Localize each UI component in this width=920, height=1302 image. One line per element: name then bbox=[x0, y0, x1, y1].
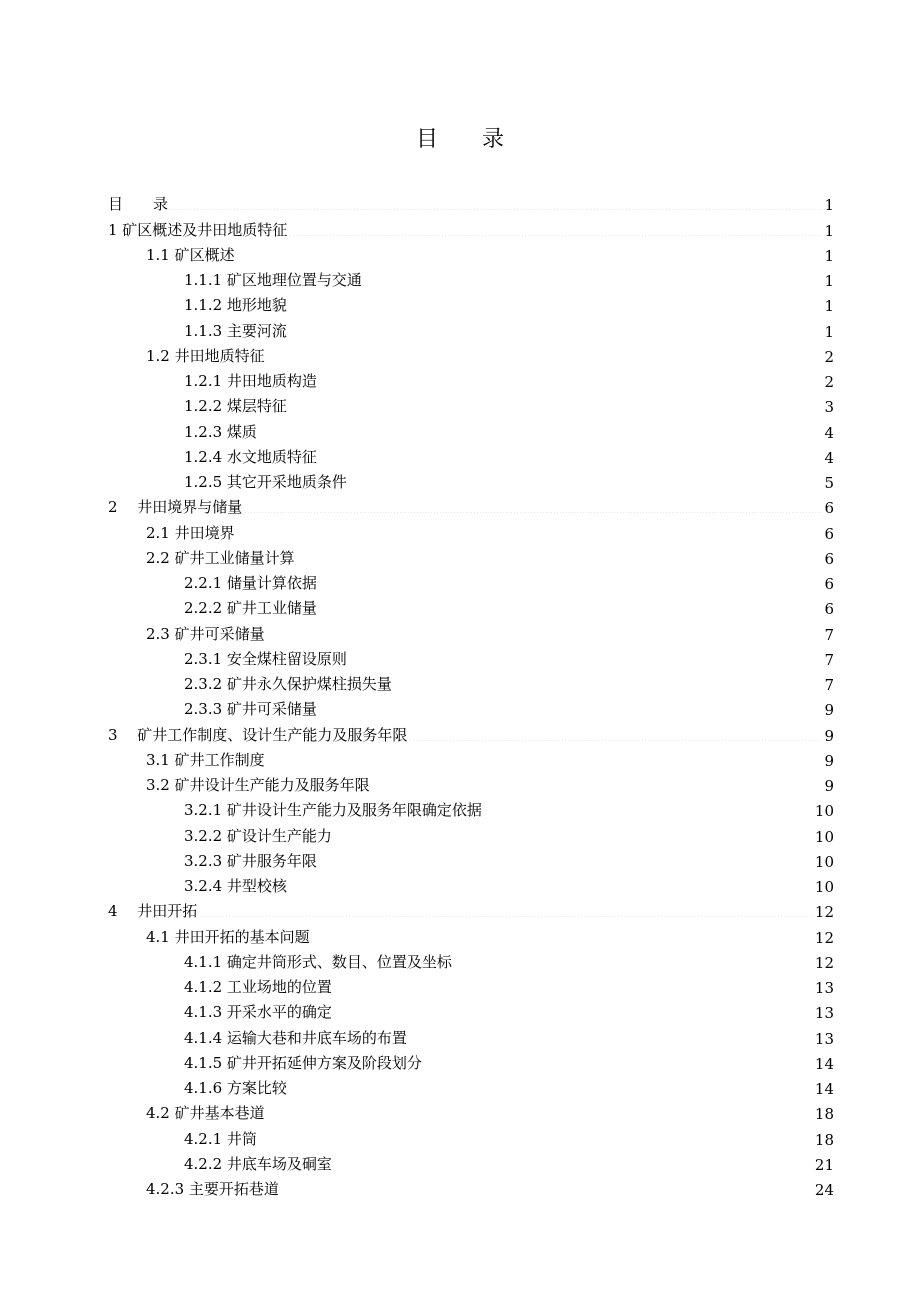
toc-dot-leader bbox=[259, 1135, 813, 1145]
toc-entry-label: 2.3.3 矿井可采储量 bbox=[184, 700, 317, 719]
toc-dot-leader bbox=[319, 857, 813, 867]
toc-dot-leader bbox=[267, 352, 823, 362]
toc-entry[interactable] bbox=[108, 1048, 834, 1073]
toc-dot-leader bbox=[319, 705, 823, 715]
toc-dot-leader bbox=[289, 402, 823, 412]
toc-entry-page-number: 14 bbox=[814, 1080, 834, 1098]
toc-entry-page-number: 6 bbox=[824, 600, 834, 619]
toc-dot-leader bbox=[334, 1008, 813, 1018]
toc-entry[interactable] bbox=[108, 745, 834, 770]
toc-dot-leader bbox=[289, 327, 823, 337]
toc-entry-page-number: 1 bbox=[824, 297, 834, 316]
toc-entry[interactable] bbox=[108, 871, 834, 896]
toc-entry-page-number: 9 bbox=[824, 751, 834, 770]
toc-entry-page-number: 1 bbox=[824, 221, 834, 240]
toc-entry-label: 1.2.2 煤层特征 bbox=[184, 397, 287, 416]
toc-entry-page-number: 10 bbox=[814, 802, 834, 821]
toc-entry-label: 1.1 矿区概述 bbox=[146, 245, 235, 264]
toc-entry-page-number: 9 bbox=[824, 701, 834, 720]
toc-entry[interactable] bbox=[108, 240, 834, 265]
toc-entry-label: 3.2.2 矿设计生产能力 bbox=[184, 826, 332, 845]
toc-entry-label: 4.1.3 开采水平的确定 bbox=[184, 1003, 332, 1022]
toc-dot-leader bbox=[394, 680, 823, 690]
toc-entry-page-number: 18 bbox=[814, 1130, 834, 1149]
toc-dot-leader bbox=[289, 226, 822, 236]
toc-dot-leader bbox=[319, 453, 823, 463]
toc-entry[interactable] bbox=[108, 644, 834, 669]
page-title: 目 录 bbox=[415, 127, 504, 152]
toc-entry[interactable] bbox=[108, 290, 834, 315]
toc-dot-leader bbox=[289, 1084, 813, 1094]
toc-dot-leader bbox=[334, 983, 813, 993]
toc-dot-leader bbox=[289, 882, 813, 892]
toc-dot-leader bbox=[267, 630, 823, 640]
toc-dot-leader bbox=[349, 478, 823, 488]
toc-entry-label: 1.2.1 井田地质构造 bbox=[184, 372, 317, 390]
toc-entry-page-number: 12 bbox=[814, 928, 834, 947]
toc-entry[interactable] bbox=[108, 972, 834, 997]
toc-dot-leader bbox=[334, 1160, 813, 1170]
toc-entry-label: 2 井田境界与储量 bbox=[108, 498, 243, 517]
toc-dot-leader bbox=[484, 806, 813, 816]
toc-entry[interactable] bbox=[108, 315, 834, 340]
toc-entry[interactable] bbox=[108, 1073, 834, 1098]
toc-entry[interactable] bbox=[108, 694, 834, 719]
toc-entry[interactable] bbox=[108, 1123, 834, 1148]
toc-entry[interactable] bbox=[108, 896, 834, 921]
toc-entry-label: 3.2.4 井型校核 bbox=[184, 877, 287, 895]
toc-entry-label: 1.2.4 水文地质特征 bbox=[184, 447, 317, 466]
toc-dot-leader bbox=[199, 907, 813, 917]
toc-entry-page-number: 4 bbox=[824, 423, 834, 442]
toc-entry-page-number: 1 bbox=[824, 246, 834, 265]
toc-dot-leader bbox=[319, 377, 823, 387]
toc-entry-page-number: 14 bbox=[814, 1054, 834, 1073]
toc-entry-label: 3.2.3 矿井服务年限 bbox=[184, 851, 317, 870]
toc-entry[interactable] bbox=[108, 391, 834, 416]
toc-entry-page-number: 6 bbox=[824, 524, 834, 543]
toc-entry-page-number: 1 bbox=[824, 322, 834, 341]
toc-entry-label: 2.2.1 储量计算依据 bbox=[184, 574, 317, 592]
toc-entry[interactable] bbox=[108, 593, 834, 618]
toc-dot-leader bbox=[170, 200, 822, 210]
table-of-contents bbox=[108, 189, 834, 1199]
toc-entry-page-number: 7 bbox=[824, 676, 834, 694]
toc-entry[interactable] bbox=[108, 341, 834, 366]
toc-entry-label: 目 录 bbox=[108, 195, 169, 214]
toc-entry-label: 2.3.1 安全煤柱留设原则 bbox=[184, 649, 347, 668]
toc-dot-leader bbox=[267, 756, 823, 766]
toc-entry-label: 3.2 矿井设计生产能力及服务年限 bbox=[146, 776, 370, 794]
toc-entry-label: 3 矿井工作制度、设计生产能力及服务年限 bbox=[108, 725, 408, 744]
toc-entry[interactable] bbox=[108, 719, 834, 744]
toc-entry-page-number: 4 bbox=[824, 448, 834, 467]
toc-entry-label: 2.1 井田境界 bbox=[146, 523, 235, 542]
toc-entry-page-number: 2 bbox=[824, 347, 834, 366]
toc-entry[interactable] bbox=[108, 366, 834, 391]
toc-entry-label: 1.2.5 其它开采地质条件 bbox=[184, 473, 347, 491]
toc-entry[interactable] bbox=[108, 543, 834, 568]
toc-entry[interactable] bbox=[108, 214, 834, 239]
toc-entry-page-number: 6 bbox=[824, 499, 834, 518]
toc-entry-label: 1.1.1 矿区地理位置与交通 bbox=[184, 271, 362, 289]
toc-dot-leader bbox=[364, 276, 823, 286]
toc-entry-label: 2.2 矿井工业储量计算 bbox=[146, 548, 295, 567]
toc-entry-page-number: 9 bbox=[824, 726, 834, 745]
toc-dot-leader bbox=[237, 251, 823, 261]
toc-entry-label: 4.2.2 井底车场及硐室 bbox=[184, 1154, 332, 1173]
toc-entry-label: 3.1 矿井工作制度 bbox=[146, 750, 265, 769]
toc-entry-label: 1.1.2 地形地貌 bbox=[184, 296, 287, 315]
toc-entry[interactable] bbox=[108, 467, 834, 492]
toc-dot-leader bbox=[259, 428, 823, 438]
toc-entry-page-number: 18 bbox=[814, 1105, 834, 1124]
toc-entry[interactable] bbox=[108, 1098, 834, 1123]
toc-dot-leader bbox=[334, 832, 813, 842]
toc-entry-label: 1.1.3 主要河流 bbox=[184, 321, 287, 340]
toc-dot-leader bbox=[312, 933, 813, 943]
toc-entry-page-number: 10 bbox=[814, 852, 834, 871]
toc-dot-leader bbox=[237, 529, 823, 539]
toc-dot-leader bbox=[319, 579, 823, 589]
toc-entry-page-number: 5 bbox=[824, 474, 834, 492]
toc-entry-page-number: 7 bbox=[824, 650, 834, 669]
toc-entry[interactable] bbox=[108, 416, 834, 441]
toc-entry-page-number: 7 bbox=[824, 625, 834, 644]
toc-entry-page-number: 13 bbox=[814, 979, 834, 997]
toc-entry-label: 2.2.2 矿井工业储量 bbox=[184, 599, 317, 618]
toc-entry[interactable] bbox=[108, 1022, 834, 1047]
toc-entry-page-number: 10 bbox=[814, 878, 834, 896]
toc-dot-leader bbox=[372, 781, 823, 791]
toc-entry-page-number: 1 bbox=[824, 272, 834, 290]
toc-entry-page-number: 6 bbox=[824, 575, 834, 593]
toc-entry-label: 3.2.1 矿井设计生产能力及服务年限确定依据 bbox=[184, 801, 482, 820]
toc-entry-page-number: 10 bbox=[814, 827, 834, 846]
toc-entry[interactable] bbox=[108, 442, 834, 467]
toc-dot-leader bbox=[454, 958, 813, 968]
toc-dot-leader bbox=[409, 1034, 813, 1044]
toc-entry[interactable] bbox=[108, 568, 834, 593]
toc-entry-label: 4.1 井田开拓的基本问题 bbox=[146, 927, 310, 946]
toc-entry[interactable] bbox=[108, 265, 834, 290]
toc-entry-label: 4.1.2 工业场地的位置 bbox=[184, 978, 332, 996]
toc-entry-page-number: 1 bbox=[824, 196, 834, 215]
toc-entry-label: 4.2 矿井基本巷道 bbox=[146, 1104, 265, 1123]
toc-entry-page-number: 21 bbox=[814, 1155, 834, 1174]
toc-dot-leader bbox=[409, 731, 822, 741]
toc-entry[interactable] bbox=[108, 770, 834, 795]
toc-dot-leader bbox=[349, 655, 823, 665]
toc-entry-page-number: 13 bbox=[814, 1029, 834, 1048]
toc-entry-page-number: 13 bbox=[814, 1004, 834, 1023]
toc-entry-label: 2.3 矿井可采储量 bbox=[146, 624, 265, 643]
toc-entry-label: 1.2 井田地质特征 bbox=[146, 346, 265, 365]
toc-dot-leader bbox=[424, 1059, 813, 1069]
toc-entry-label: 1.2.3 煤质 bbox=[184, 422, 257, 441]
toc-entry[interactable] bbox=[108, 820, 834, 845]
toc-entry[interactable] bbox=[108, 846, 834, 871]
toc-entry[interactable] bbox=[108, 795, 834, 820]
toc-entry[interactable] bbox=[108, 517, 834, 542]
toc-entry[interactable] bbox=[108, 618, 834, 643]
toc-entry-label: 4.1.1 确定井筒形式、数目、位置及坐标 bbox=[184, 952, 452, 971]
toc-dot-leader bbox=[267, 1109, 813, 1119]
toc-entry-label: 4.1.5 矿井开拓延伸方案及阶段划分 bbox=[184, 1053, 422, 1072]
toc-entry-page-number: 12 bbox=[814, 903, 834, 922]
toc-entry-label: 1 矿区概述及井田地质特征 bbox=[108, 220, 288, 239]
toc-entry-page-number: 6 bbox=[824, 549, 834, 568]
toc-entry-page-number: 2 bbox=[824, 373, 834, 391]
toc-entry[interactable] bbox=[108, 189, 834, 214]
toc-entry-page-number: 3 bbox=[824, 398, 834, 417]
toc-dot-leader bbox=[281, 1185, 813, 1195]
toc-entry[interactable] bbox=[108, 921, 834, 946]
toc-entry-label: 4.1.6 方案比较 bbox=[184, 1079, 287, 1097]
toc-entry-label: 4.1.4 运输大巷和井底车场的布置 bbox=[184, 1028, 407, 1047]
toc-entry-label: 4.2.1 井筒 bbox=[184, 1129, 257, 1148]
toc-entry[interactable] bbox=[108, 669, 834, 694]
toc-entry-page-number: 9 bbox=[824, 777, 834, 795]
toc-entry-page-number: 24 bbox=[814, 1181, 834, 1199]
toc-entry-label: 4 井田开拓 bbox=[108, 902, 198, 921]
toc-entry[interactable] bbox=[108, 1149, 834, 1174]
toc-entry-label: 4.2.3 主要开拓巷道 bbox=[146, 1180, 279, 1198]
toc-dot-leader bbox=[289, 301, 823, 311]
toc-entry-label: 2.3.2 矿井永久保护煤柱损失量 bbox=[184, 675, 392, 693]
toc-dot-leader bbox=[244, 503, 822, 513]
toc-entry[interactable] bbox=[108, 947, 834, 972]
toc-dot-leader bbox=[319, 604, 823, 614]
toc-dot-leader bbox=[297, 554, 823, 564]
toc-entry[interactable] bbox=[108, 492, 834, 517]
toc-entry-page-number: 12 bbox=[814, 953, 834, 972]
toc-entry[interactable] bbox=[108, 997, 834, 1022]
toc-entry[interactable] bbox=[108, 1174, 834, 1199]
